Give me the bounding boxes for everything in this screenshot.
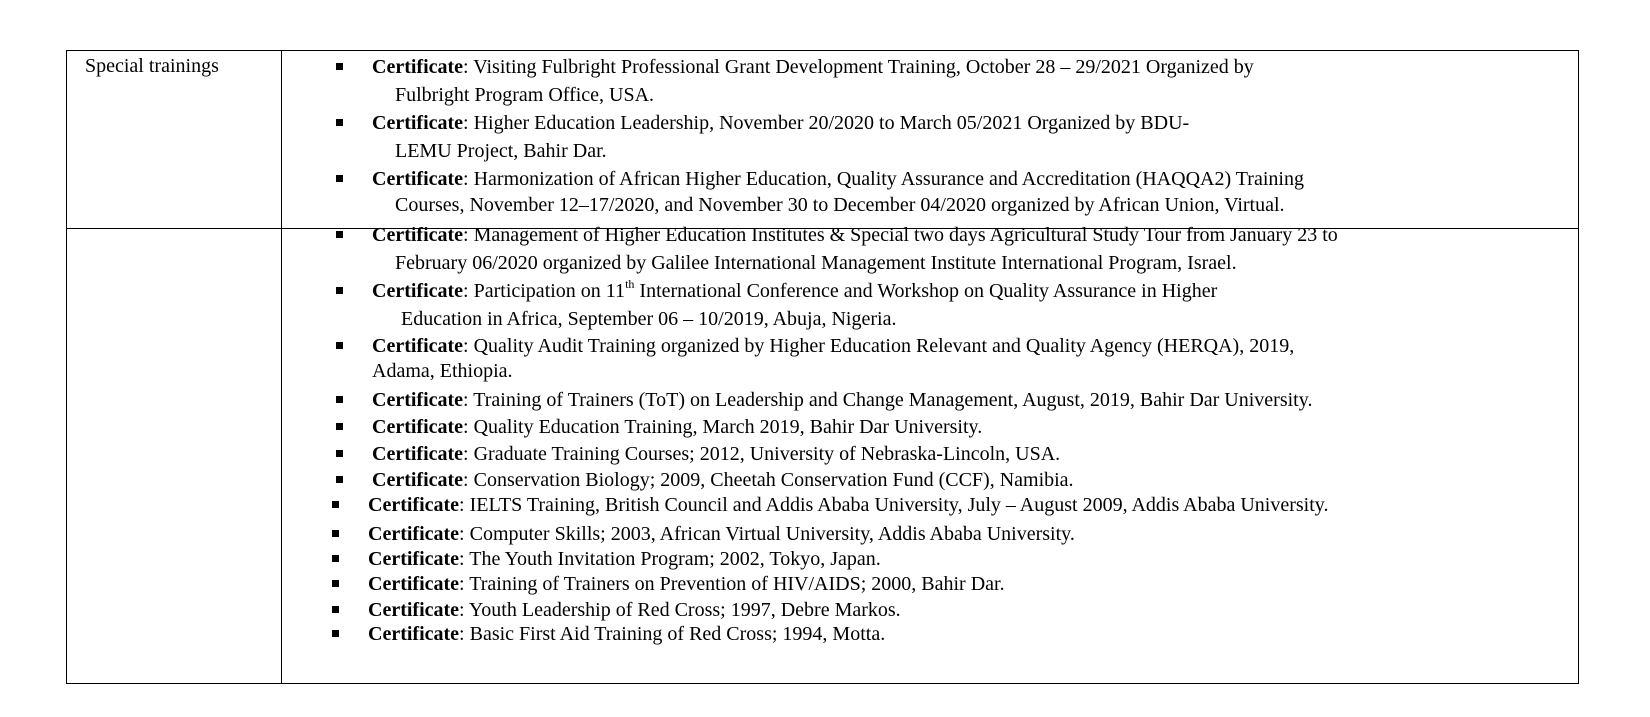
bullet-icon [336,119,343,126]
certificate-label: Certificate [368,599,460,621]
certificate-text: : Quality Education Training, March 2019, Bahir Dar University. [463,416,983,438]
certificate-text: : Basic First Aid Training of Red Cross; 1994, Motta. [459,623,886,645]
bullet-icon [332,580,339,587]
certificate-label: Certificate [368,623,460,645]
certificate-text: : IELTS Training, British Council and Addis Ababa University, July – August 2009, Addis Ababa University. [459,494,1329,516]
certificate-text: : Quality Audit Training organized by Higher Education Relevant and Quality Agency (HERQA), 2019, [463,335,1295,357]
ordinal-suffix: th [625,277,635,291]
bullet-icon [336,396,343,403]
certificate-text: : Youth Leadership of Red Cross; 1997, Debre Markos. [459,599,901,621]
bullet-icon [332,530,339,537]
certificate-text-continued: LEMU Project, Bahir Dar. [395,140,607,162]
bullet-icon [336,450,343,457]
certificate-text-continued: Education in Africa, September 06 – 10/2019, Abuja, Nigeria. [401,308,897,330]
certificate-text: : Visiting Fulbright Professional Grant Development Training, October 28 – 29/2021 Organized by [463,56,1254,78]
trainings-table [66,50,1579,684]
certificate-label: Certificate [372,224,464,246]
bullet-icon [336,342,343,349]
certificate-text-continued: February 06/2020 organized by Galilee International Management Institute International Program, Israel. [395,252,1237,274]
certificate-label: Certificate [372,443,464,465]
certificate-text-continued: Fulbright Program Office, USA. [395,84,655,106]
bullet-icon [332,555,339,562]
bullet-icon [336,476,343,483]
certificate-label: Certificate [372,416,464,438]
certificate-text: : Graduate Training Courses; 2012, University of Nebraska-Lincoln, USA. [463,443,1061,465]
bullet-icon [336,423,343,430]
certificate-text: : Conservation Biology; 2009, Cheetah Conservation Fund (CCF), Namibia. [463,469,1074,491]
certificate-text: : Computer Skills; 2003, African Virtual University, Addis Ababa University. [459,523,1075,545]
certificate-text: : Management of Higher Education Institutes & Special two days Agricultural Study Tour from January 23 to [463,224,1338,246]
certificate-text-tail: International Conference and Workshop on Quality Assurance in Higher [634,280,1218,302]
certificate-label: Certificate [372,335,464,357]
bullet-icon [336,287,343,294]
bullet-icon [332,501,339,508]
certificate-label: Certificate [372,469,464,491]
certificate-label: Certificate [372,112,464,134]
certificate-label: Certificate [368,573,460,595]
certificate-text-continued: Courses, November 12–17/2020, and November 30 to December 04/2020 organized by African Union, Virtual. [395,194,1285,216]
certificate-label: Certificate [372,389,464,411]
certificate-text: : Participation on 11 [463,280,626,302]
bullet-icon [336,175,343,182]
bullet-icon [332,606,339,613]
certificate-text: : The Youth Invitation Program; 2002, Tokyo, Japan. [459,548,881,570]
certificate-label: Certificate [368,494,460,516]
certificate-text: : Training of Trainers on Prevention of HIV/AIDS; 2000, Bahir Dar. [459,573,1005,595]
certificate-text: : Training of Trainers (ToT) on Leadership and Change Management, August, 2019, Bahir Dar University. [463,389,1313,411]
bullet-icon [332,630,339,637]
certificate-list [67,51,1578,683]
certificate-text-continued: Adama, Ethiopia. [372,360,513,382]
certificate-text: : Harmonization of African Higher Education, Quality Assurance and Accreditation (HAQQA2) Training [463,168,1304,190]
bullet-icon [336,63,343,70]
certificate-label: Certificate [372,56,464,78]
certificate-label: Certificate [372,168,464,190]
certificate-label: Certificate [368,523,460,545]
bullet-icon [336,231,343,238]
certificate-label: Certificate [372,280,464,302]
certificate-label: Certificate [368,548,460,570]
certificate-text: : Higher Education Leadership, November 20/2020 to March 05/2021 Organized by BDU- [463,112,1190,134]
row-label-special-trainings: Special trainings [85,55,219,77]
